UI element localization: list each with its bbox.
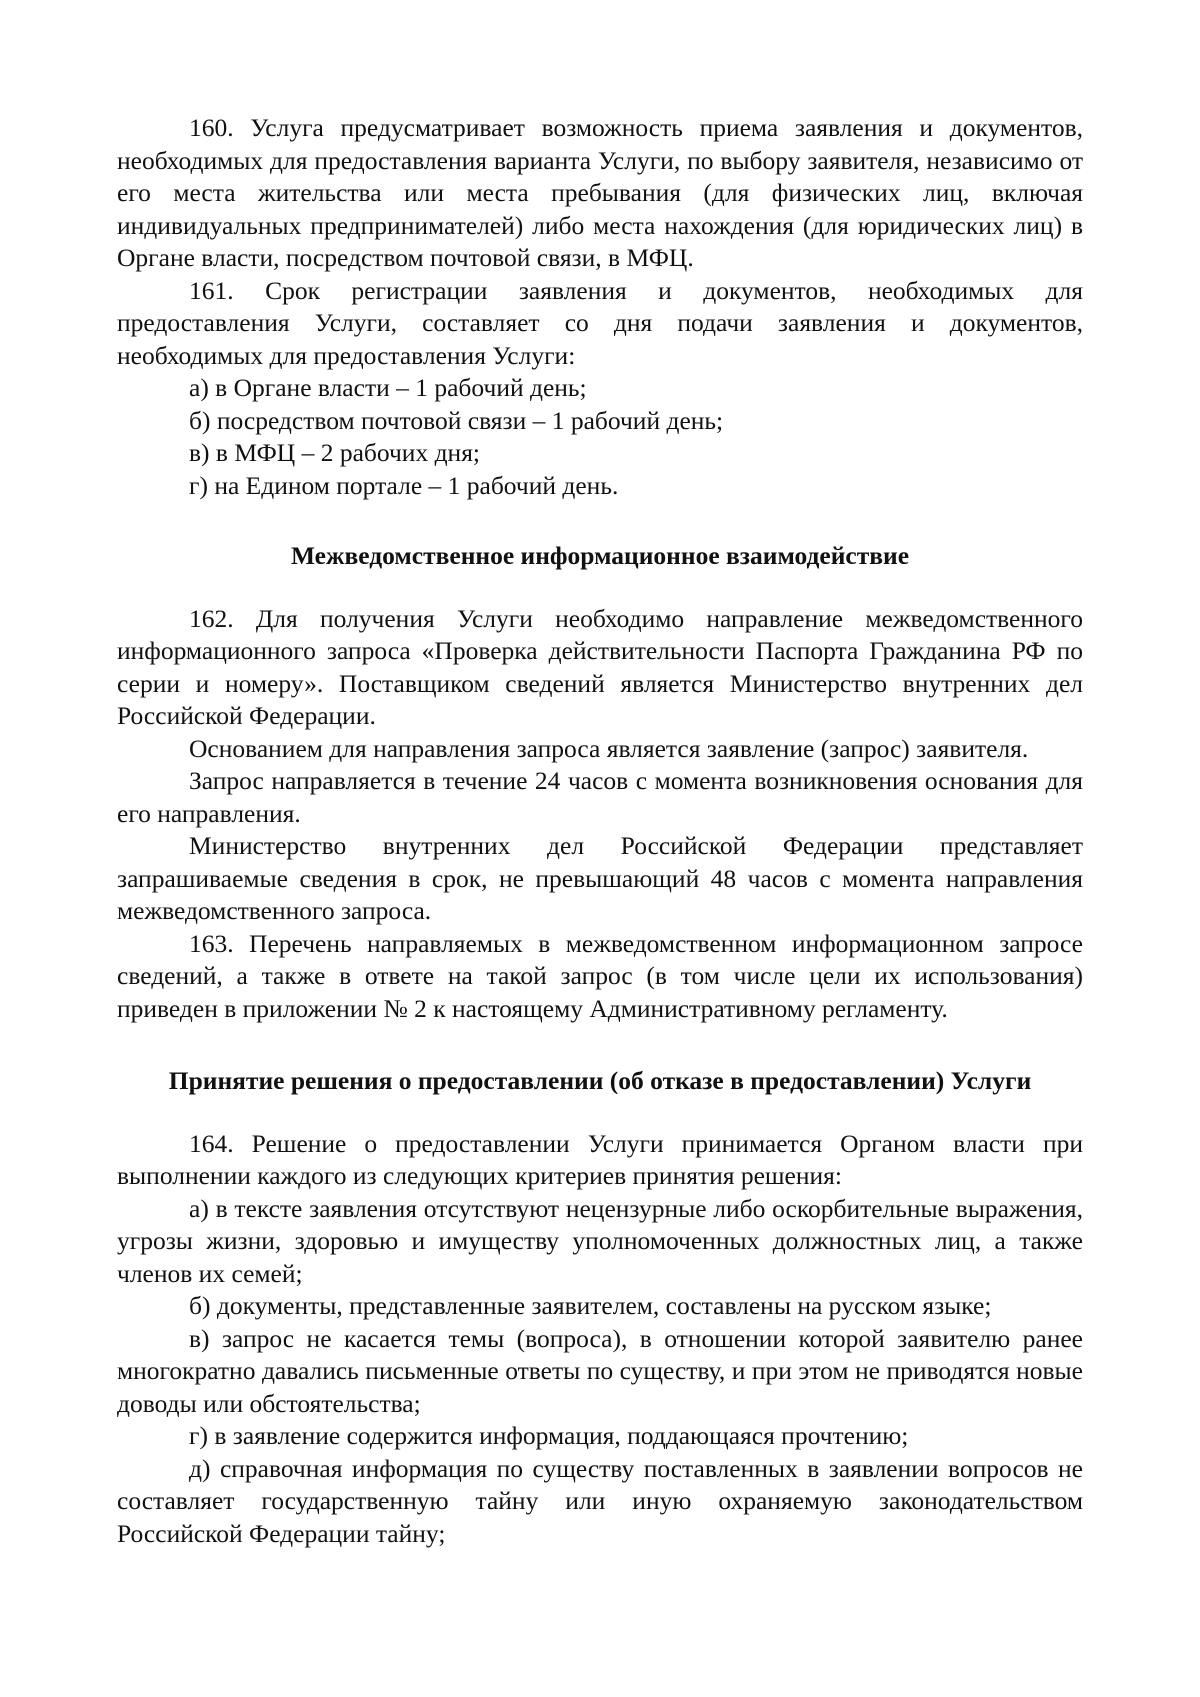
list-item: в) в МФЦ – 2 рабочих дня; [189,438,481,467]
section-heading-decision: Принятие решения о предоставлении (об отказе в предоставлении) Услуги [168,1066,1032,1095]
list-item: б) посредством почтовой связи – 1 рабочий день; [189,405,724,435]
paragraph-162-response: Министерство внутренних дел Российской Федерации представляет запрашиваемые сведения в срок, не превышающий 48 часов с момента направления межведомственного запроса. [117,831,1083,925]
section-heading-interagency: Межведомственное информационное взаимодействие [290,541,910,570]
list-item: а) в Органе власти – 1 рабочий день; [189,373,587,402]
list-item: г) на Едином портале – 1 рабочий день. [189,470,619,500]
document-page [117,112,1083,1550]
paragraph-162: 162. Для получения Услуги необходимо направление межведомственного информационного запроса «Проверка действительности Паспорта Гражданина РФ по серии и номеру». Поставщиком сведений является Министерство внутренних дел Российской Федерации. [117,603,1083,730]
list-item: в) запрос не касается темы (вопроса), в отношении которой заявителю ранее многократно давались письменные ответы по существу, и при этом не приводятся новые доводы или обстоятельства; [117,1323,1083,1418]
paragraph-163: 163. Перечень направляемых в межведомственном информационном запросе сведений, а также в ответе на такой запрос (в том числе цели их использования) приведен в приложении № 2 к настоящему Административному регламенту. [117,928,1083,1023]
list-item: б) документы, представленные заявителем, составлены на русском языке; [189,1291,992,1320]
paragraph-164: 164. Решение о предоставлении Услуги принимается Органом власти при выполнении каждого из следующих критериев принятия решения: [117,1128,1083,1190]
paragraph-162-basis: Основанием для направления запроса является заявление (запрос) заявителя. [189,733,1029,763]
list-item: а) в тексте заявления отсутствуют нецензурные либо оскорбительные выражения, угрозы жизни, здоровью и имуществу уполномоченных должностных лиц, а также членов их семей; [117,1193,1083,1288]
list-item: г) в заявление содержится информация, поддающаяся прочтению; [189,1421,909,1450]
list-item: д) справочная информация по существу поставленных в заявлении вопросов не составляет государственную тайну или иную охраняемую законодательством Российской Федерации тайну; [117,1453,1083,1548]
paragraph-162-timing: Запрос направляется в течение 24 часов с момента возникновения основания для его направления. [117,766,1083,828]
paragraph-160: 160. Услуга предусматривает возможность приема заявления и документов, необходимых для предоставления варианта Услуги, по выбору заявителя, независимо от его места жительства или места пребывания (для физических лиц, включая индивидуальных предпринимателей) либо места нахождения (для юридических лиц) в Органе власти, посредством почтовой связи, в МФЦ. [117,113,1083,272]
paragraph-161: 161. Срок регистрации заявления и документов, необходимых для предоставления Услуги, составляет со дня подачи заявления и документов, необходимых для предоставления Услуги: [117,275,1083,370]
